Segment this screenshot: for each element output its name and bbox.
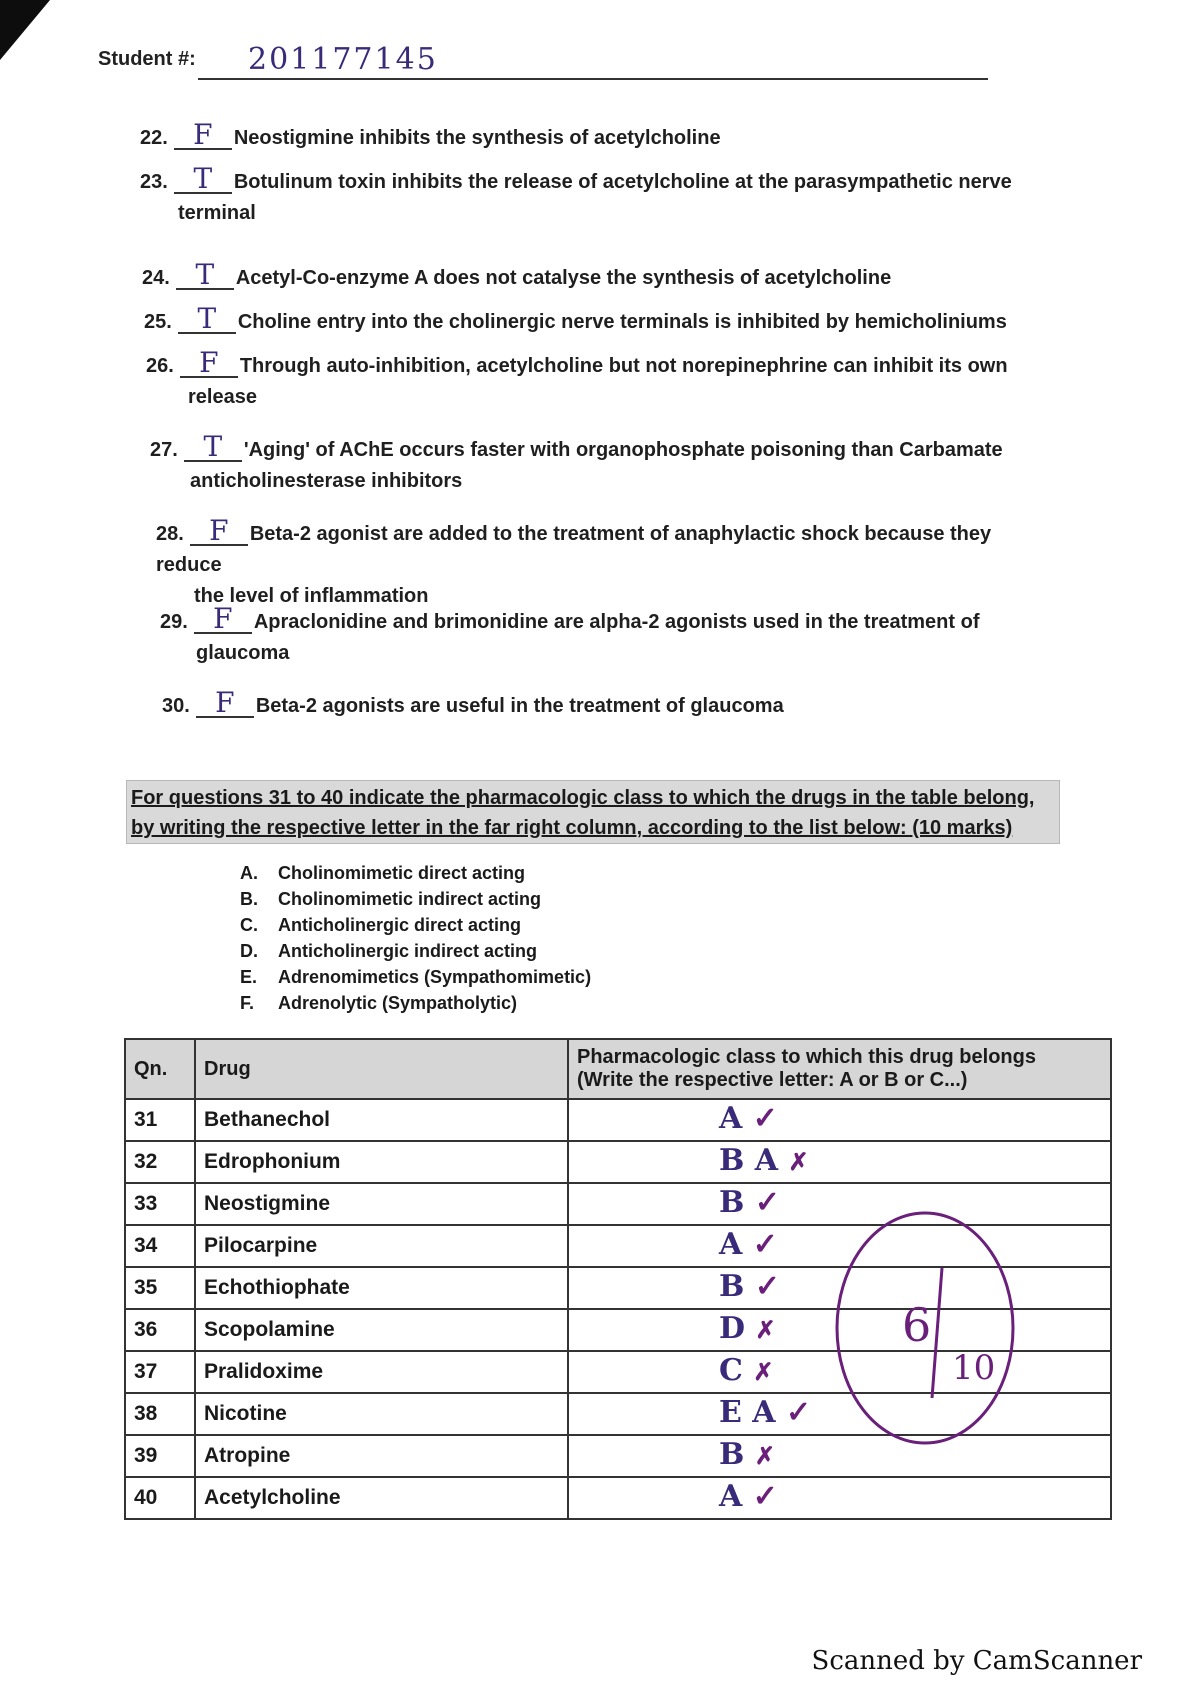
- table-row: 35 Echothiophate B ✓: [125, 1267, 1111, 1309]
- question-text: Beta-2 agonists are useful in the treatment of glaucoma: [255, 695, 784, 717]
- student-number-field: [98, 42, 988, 92]
- score-circle: [832, 1208, 1018, 1448]
- question-text-continued: release: [188, 386, 257, 408]
- question-answer: F: [196, 690, 254, 718]
- option-c: C. Anticholinergic direct acting: [240, 915, 522, 935]
- check-mark: ✓: [752, 1479, 778, 1514]
- option-e: E. Adrenomimetics (Sympathomimetic): [240, 967, 592, 987]
- question-text: Botulinum toxin inhibits the release of acetylcholine at the parasympathetic nerve: [233, 171, 1012, 193]
- question-number: 26.: [146, 355, 174, 377]
- question-number: 28.: [156, 523, 184, 545]
- question-text-continued: anticholinesterase inhibitors: [190, 470, 463, 492]
- student-underline: [198, 78, 988, 80]
- question-text: Beta-2 agonist are added to the treatment of anaphylactic shock because they reduce: [156, 523, 992, 576]
- student-number: 201177145: [248, 42, 438, 77]
- question-answer: F: [180, 350, 238, 378]
- wrong-mark: ✗: [755, 1315, 776, 1344]
- question-text-continued: glaucoma: [196, 642, 290, 664]
- header-class: Pharmacologic class to which this drug belongs (Write the respective letter: A or B or C...): [568, 1039, 1111, 1099]
- question-25: [144, 302, 1007, 338]
- header-drug: Drug: [195, 1039, 568, 1099]
- table-row: 38 Nicotine E A ✓: [125, 1393, 1111, 1435]
- question-answer: T: [176, 262, 234, 290]
- scan-corner-mark: [0, 0, 50, 60]
- check-mark: ✓: [754, 1269, 780, 1304]
- question-number: 29.: [160, 611, 188, 633]
- question-answer: F: [174, 122, 232, 150]
- table-row: 33 Neostigmine B ✓: [125, 1183, 1111, 1225]
- check-mark: ✓: [786, 1395, 812, 1430]
- question-answer: T: [174, 166, 232, 194]
- option-b: B. Cholinomimetic indirect acting: [240, 889, 542, 909]
- question-29: [160, 602, 1020, 669]
- score-total: 10: [952, 1348, 996, 1388]
- header-qn: Qn.: [125, 1039, 195, 1099]
- question-24: [142, 258, 892, 294]
- handwritten-answer: D ✗: [719, 1311, 776, 1346]
- table-row: 31 Bethanechol A ✓: [125, 1099, 1111, 1141]
- table-row: 34 Pilocarpine A ✓: [125, 1225, 1111, 1267]
- table-row: 37 Pralidoxime C ✗: [125, 1351, 1111, 1393]
- question-number: 30.: [162, 695, 190, 717]
- table-row: 36 Scopolamine D ✗: [125, 1309, 1111, 1351]
- handwritten-answer: A ✓: [719, 1101, 778, 1136]
- check-mark: ✓: [754, 1185, 780, 1220]
- question-answer: F: [194, 606, 252, 634]
- question-number: 25.: [144, 311, 172, 333]
- question-text-continued: terminal: [178, 202, 256, 224]
- question-28: [156, 514, 1056, 612]
- question-answer: T: [184, 434, 242, 462]
- question-22: [140, 118, 721, 154]
- class-options-list: [240, 860, 591, 1016]
- score-points: 6: [902, 1298, 932, 1352]
- handwritten-answer: E A ✓: [719, 1395, 812, 1430]
- question-text: Acetyl-Co-enzyme A does not catalyse the synthesis of acetylcholine: [235, 267, 892, 289]
- table-header-row: [125, 1039, 1111, 1099]
- question-answer: F: [190, 518, 248, 546]
- question-text: Apraclonidine and brimonidine are alpha-2 agonists used in the treatment of: [253, 611, 980, 633]
- instructions-box: For questions 31 to 40 indicate the pharmacologic class to which the drugs in the table belong, by writing the respective letter in the far right column, according to the list below: (10 marks): [126, 780, 1060, 844]
- question-number: 27.: [150, 439, 178, 461]
- wrong-mark: ✗: [754, 1441, 775, 1470]
- table-row: 32 Edrophonium B A ✗: [125, 1141, 1111, 1183]
- table-row: 39 Atropine B ✗: [125, 1435, 1111, 1477]
- check-mark: ✓: [752, 1101, 778, 1136]
- handwritten-answer: A ✓: [719, 1227, 778, 1262]
- question-text: Choline entry into the cholinergic nerve terminals is inhibited by hemicholiniums: [237, 311, 1007, 333]
- handwritten-answer: C ✗: [719, 1353, 774, 1388]
- question-26: [146, 346, 1046, 413]
- question-number: 22.: [140, 127, 168, 149]
- question-30: [162, 686, 784, 722]
- check-mark: ✓: [752, 1227, 778, 1262]
- question-number: 23.: [140, 171, 168, 193]
- question-text: Neostigmine inhibits the synthesis of acetylcholine: [233, 127, 721, 149]
- handwritten-answer: B ✓: [719, 1185, 780, 1220]
- question-23: [140, 162, 1040, 229]
- option-d: D. Anticholinergic indirect acting: [240, 941, 538, 961]
- question-text-continued: the level of inflammation: [194, 585, 429, 607]
- wrong-mark: ✗: [788, 1147, 809, 1176]
- handwritten-answer: B A ✗: [719, 1143, 809, 1178]
- question-answer: T: [178, 306, 236, 334]
- question-number: 24.: [142, 267, 170, 289]
- question-text: 'Aging' of AChE occurs faster with organophosphate poisoning than Carbamate: [243, 439, 1003, 461]
- student-label: Student #:: [98, 48, 196, 70]
- question-27: [150, 430, 1030, 497]
- option-a: A. Cholinomimetic direct acting: [240, 863, 526, 883]
- question-text: Through auto-inhibition, acetylcholine but not norepinephrine can inhibit its own: [239, 355, 1008, 377]
- handwritten-answer: B ✓: [719, 1269, 780, 1304]
- wrong-mark: ✗: [753, 1357, 774, 1386]
- table-row: 40 Acetylcholine A ✓: [125, 1477, 1111, 1519]
- handwritten-answer: A ✓: [719, 1479, 778, 1514]
- scanner-watermark: Scanned by CamScanner: [811, 1646, 1142, 1676]
- option-f: F. Adrenolytic (Sympatholytic): [240, 993, 518, 1013]
- handwritten-answer: B ✗: [719, 1437, 775, 1472]
